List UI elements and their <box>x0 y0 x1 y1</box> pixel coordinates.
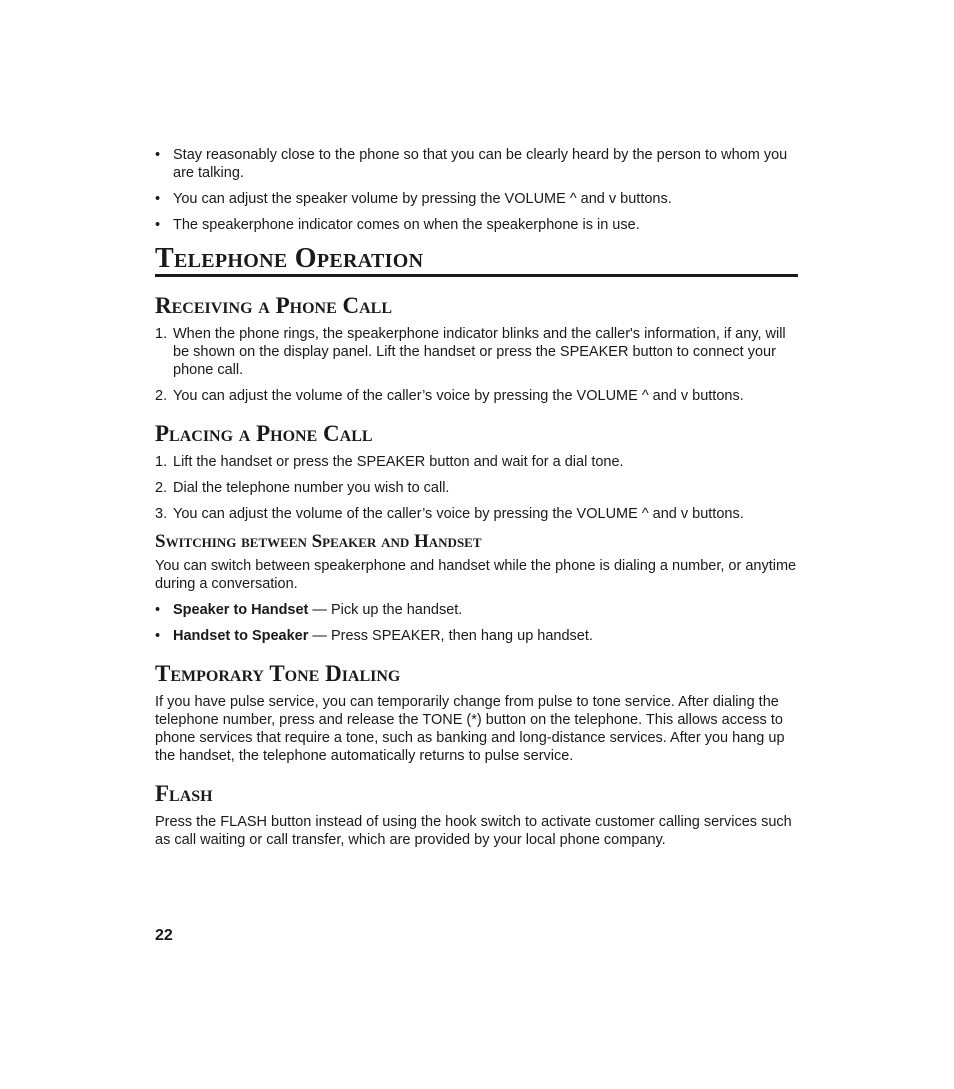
list-item <box>155 453 798 471</box>
bullet-text: You can adjust the speaker volume by pressing the VOLUME ^ and v buttons. <box>173 191 672 207</box>
bullet-marker: • <box>155 602 161 618</box>
flash-text: Press the FLASH button instead of using the hook switch to activate customer calling services such as call waiting or call transfer, which are provided by your local phone company. <box>155 814 792 848</box>
tone-heading: Temporary Tone Dialing <box>155 661 401 686</box>
placing-steps <box>155 453 798 523</box>
switching-heading: Switching between Speaker and Handset <box>155 531 482 552</box>
list-item <box>155 601 798 619</box>
list-item <box>155 387 798 405</box>
intro-bullet-list <box>155 146 798 234</box>
section-title: Telephone Operation <box>155 244 798 277</box>
page-number: 22 <box>155 927 173 944</box>
bullet-marker: • <box>155 147 161 163</box>
item-label: Speaker to Handset <box>173 602 309 618</box>
list-item <box>155 216 798 234</box>
tone-text: If you have pulse service, you can temporarily change from pulse to tone service. After dialing the telephone number, press and release the TONE (*) button on the telephone. This allows access to phone services that require a tone, such as banking and long-distance services. After you hang up the handset, the telephone automatically returns to pulse service. <box>155 694 785 764</box>
step-number: 2. <box>155 388 168 404</box>
step-text: You can adjust the volume of the caller’s voice by pressing the VOLUME ^ and v buttons. <box>173 388 744 404</box>
item-label: Handset to Speaker <box>173 628 309 644</box>
list-item <box>155 505 798 523</box>
list-item <box>155 479 798 497</box>
step-text: Dial the telephone number you wish to call. <box>173 480 450 496</box>
bullet-marker: • <box>155 628 161 644</box>
bullet-text: The speakerphone indicator comes on when the speakerphone is in use. <box>173 217 640 233</box>
bullet-marker: • <box>155 191 161 207</box>
receiving-heading: Receiving a Phone Call <box>155 293 392 318</box>
bullet-marker: • <box>155 217 161 233</box>
step-number: 3. <box>155 506 168 522</box>
step-number: 2. <box>155 480 168 496</box>
manual-page <box>155 146 798 849</box>
item-text: — Press SPEAKER, then hang up handset. <box>308 628 593 644</box>
bullet-text: Stay reasonably close to the phone so that you can be clearly heard by the person to whom you are talking. <box>173 147 788 181</box>
flash-heading: Flash <box>155 781 213 806</box>
placing-heading: Placing a Phone Call <box>155 421 373 446</box>
step-number: 1. <box>155 326 168 342</box>
list-item <box>155 146 798 182</box>
item-text: — Pick up the handset. <box>308 602 463 618</box>
switching-text: You can switch between speakerphone and handset while the phone is dialing a number, or anytime during a conversation. <box>155 558 797 592</box>
list-item <box>155 627 798 645</box>
step-text: You can adjust the volume of the caller’s voice by pressing the VOLUME ^ and v buttons. <box>173 506 744 522</box>
step-text: When the phone rings, the speakerphone indicator blinks and the caller's information, if any, will be shown on the display panel. Lift the handset or press the SPEAKER button to connect your phone call. <box>173 326 786 378</box>
step-text: Lift the handset or press the SPEAKER button and wait for a dial tone. <box>173 454 624 470</box>
step-number: 1. <box>155 454 168 470</box>
list-item <box>155 190 798 208</box>
list-item <box>155 325 798 379</box>
switching-list <box>155 601 798 645</box>
receiving-steps <box>155 325 798 405</box>
